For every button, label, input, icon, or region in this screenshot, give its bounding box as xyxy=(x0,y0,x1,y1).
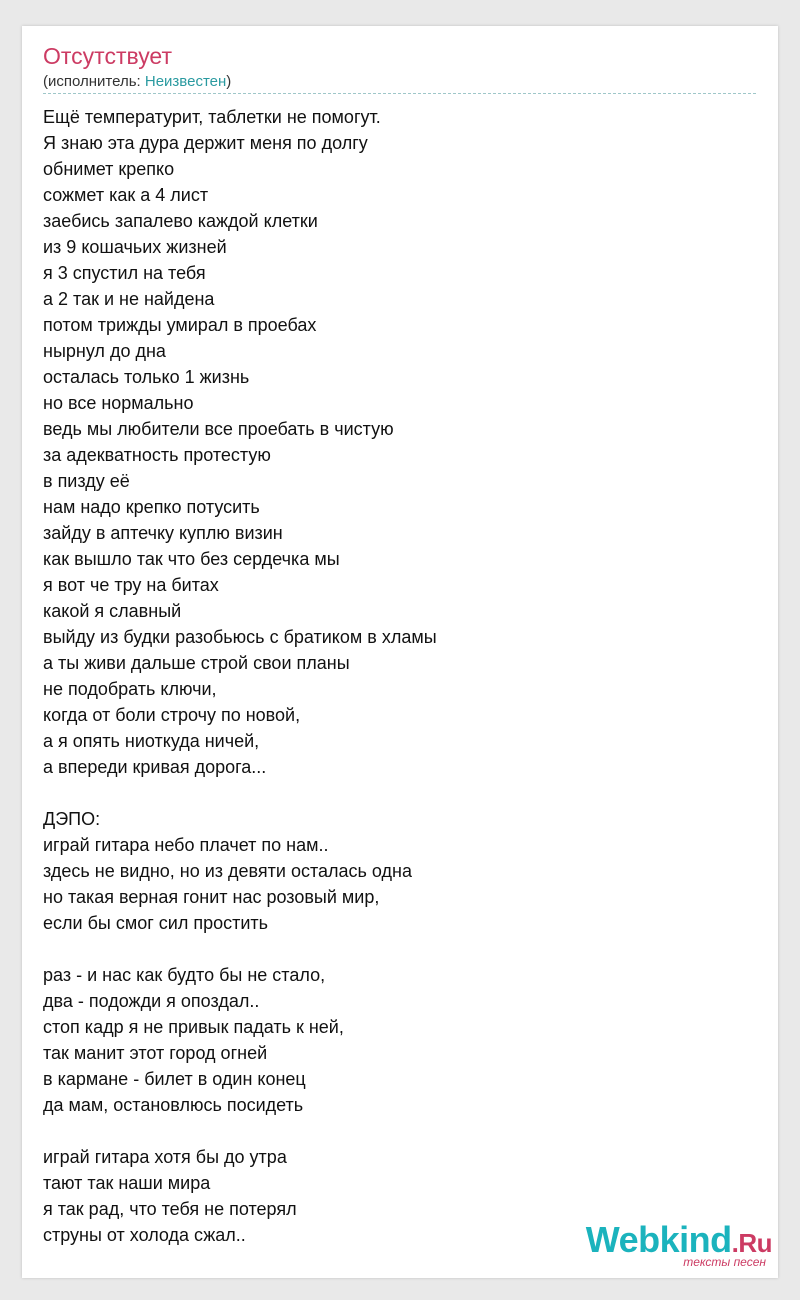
lyric-line: из 9 кошачьих жизней xyxy=(43,237,227,257)
lyric-line: я вот че тру на битах xyxy=(43,575,219,595)
lyric-line: стоп кадр я не привык падать к ней, xyxy=(43,1017,344,1037)
lyric-line: не подобрать ключи, xyxy=(43,679,217,699)
lyric-stanza-break xyxy=(43,780,743,806)
lyric-line: какой я славный xyxy=(43,601,182,621)
lyric-line: я 3 спустил на тебя xyxy=(43,263,206,283)
lyric-line: два - подожди я опоздал.. xyxy=(43,991,260,1011)
lyric-line: я так рад, что тебя не потерял xyxy=(43,1199,297,1219)
lyric-line: за адекватность протестую xyxy=(43,445,271,465)
lyric-line: так манит этот город огней xyxy=(43,1043,268,1063)
lyric-line: здесь не видно, но из девяти осталась одна xyxy=(43,861,412,881)
lyric-line: когда от боли строчу по новой, xyxy=(43,705,301,725)
lyric-line: струны от холода сжал.. xyxy=(43,1225,246,1245)
lyric-line: Ещё температурит, таблетки не помогут. xyxy=(43,107,381,127)
lyric-line: но такая верная гонит нас розовый мир, xyxy=(43,887,380,907)
lyric-line: в пизду её xyxy=(43,471,130,491)
lyrics-text xyxy=(43,104,743,1248)
lyric-line: в кармане - билет в один конец xyxy=(43,1069,306,1089)
lyric-line: как вышло так что без сердечка мы xyxy=(43,549,340,569)
lyric-line: а я опять ниоткуда ничей, xyxy=(43,731,260,751)
lyric-line: зайду в аптечку куплю визин xyxy=(43,523,283,543)
artist-line xyxy=(43,73,231,91)
lyric-line: да мам, остановлюсь посидеть xyxy=(43,1095,304,1115)
title-divider xyxy=(43,93,756,94)
artist-prefix: (исполнитель: xyxy=(43,73,145,90)
lyric-line: нам надо крепко потусить xyxy=(43,497,260,517)
lyric-line: сожмет как а 4 лист xyxy=(43,185,209,205)
lyric-line: осталась только 1 жизнь xyxy=(43,367,250,387)
lyric-line: но все нормально xyxy=(43,393,194,413)
site-logo[interactable] xyxy=(582,1220,772,1270)
lyric-line: играй гитара хотя бы до утра xyxy=(43,1147,287,1167)
lyric-line: играй гитара небо плачет по нам.. xyxy=(43,835,329,855)
lyric-line: а ты живи дальше строй свои планы xyxy=(43,653,350,673)
lyric-line: нырнул до дна xyxy=(43,341,166,361)
lyric-line: а 2 так и не найдена xyxy=(43,289,215,309)
lyric-line: Я знаю эта дура держит меня по долгу xyxy=(43,133,368,153)
song-title: Отсутствует xyxy=(43,43,172,69)
logo-domain: .Ru xyxy=(731,1228,772,1258)
lyric-line: раз - и нас как будто бы не стало, xyxy=(43,965,326,985)
logo-main-text: Webkind xyxy=(585,1219,732,1260)
lyric-stanza-break xyxy=(43,936,743,962)
lyric-line: если бы смог сил простить xyxy=(43,913,269,933)
artist-suffix: ) xyxy=(226,73,232,90)
lyric-line: ведь мы любители все проебать в чистую xyxy=(43,419,394,439)
lyrics-page xyxy=(22,26,778,1278)
lyric-line: а впереди кривая дорога... xyxy=(43,757,267,777)
lyric-line: потом трижды умирал в проебах xyxy=(43,315,317,335)
lyric-line: заебись запалево каждой клетки xyxy=(43,211,318,231)
lyric-line: тают так наши мира xyxy=(43,1173,211,1193)
lyric-line: выйду из будки разобьюсь с братиком в хламы xyxy=(43,627,437,647)
logo-tagline: тексты песен xyxy=(683,1255,766,1269)
lyric-line: ДЭПО: xyxy=(43,809,101,829)
lyric-line: обнимет крепко xyxy=(43,159,175,179)
lyric-stanza-break xyxy=(43,1118,743,1144)
artist-link[interactable]: Неизвестен xyxy=(144,73,227,90)
